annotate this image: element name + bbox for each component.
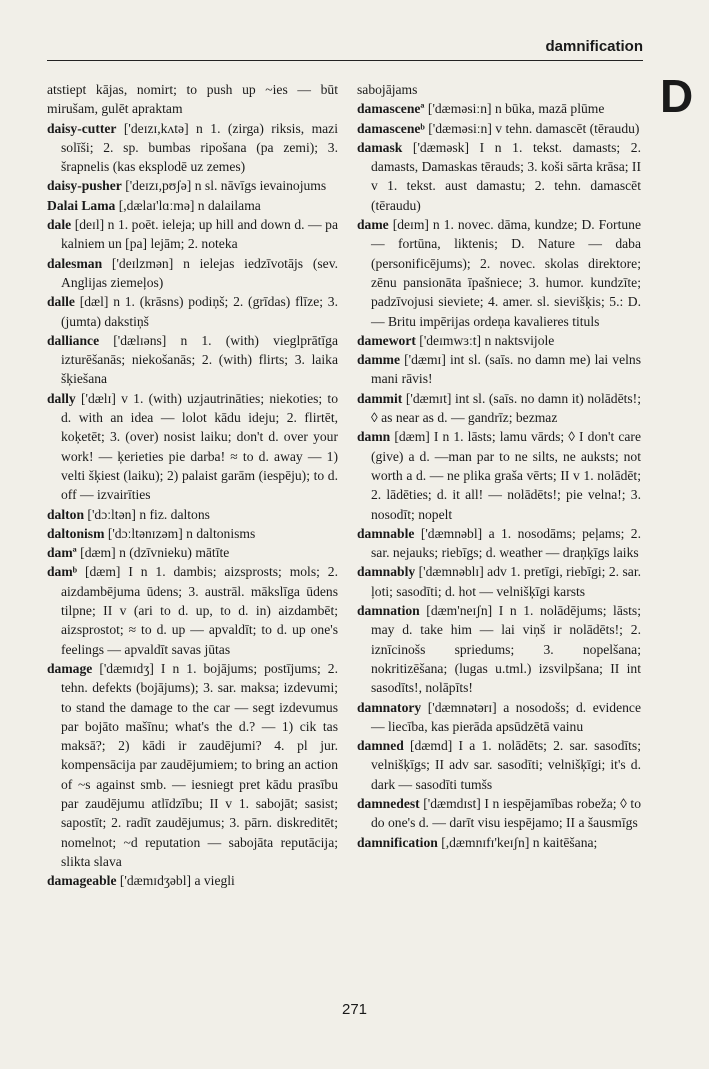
entry-pronunciation: ['dæmdɪst] bbox=[419, 795, 485, 811]
entry-headword: damnification bbox=[357, 834, 438, 850]
entry-headword: dally bbox=[47, 390, 76, 406]
entry-pronunciation: ['dæmɪt] bbox=[402, 390, 455, 406]
dictionary-entry bbox=[47, 871, 338, 890]
entry-headword: daisy-pusher bbox=[47, 178, 122, 194]
entry-definition: a viegli bbox=[194, 873, 235, 889]
entry-headword: damme bbox=[357, 352, 401, 368]
entry-definition: n 1. (with) vieglprātīga izturēšanās; niekošanās; 2. (with) flirts; 3. laika šķiešana bbox=[61, 332, 338, 387]
entry-headword: damnable bbox=[357, 525, 415, 541]
entry-definition: v 1. (with) uzjautrināties; niekoties; to d. with an idea — lolot kādu ideju; 2. flirtēt, koķetēt; 3. (over) nosist laiku; don't d. over your work! — ķerieties pie darba! ≈ to d. away — 1) velti šķiest (laiku); 2) palaist garām (iespēju); to d. off — izvairīties bbox=[61, 390, 339, 503]
dictionary-entry bbox=[357, 794, 641, 833]
entry-headword: damnedest bbox=[357, 795, 420, 811]
entry-definition: I n 1. tekst. damasts; 2. damasts, Damaskas tērauds; 3. koši sārta krāsa; II v 1. tekst. aust damastu; 2. tehn. damascēt (tēraudu) bbox=[371, 139, 641, 213]
dictionary-entry bbox=[357, 119, 641, 138]
header-rule bbox=[47, 60, 643, 61]
dictionary-entry bbox=[47, 389, 338, 505]
entry-definition: a nosodošs; d. evidence — liecība, kas pierāda apsūdzētā vainu bbox=[371, 699, 641, 734]
dictionary-entry bbox=[357, 99, 641, 118]
entry-definition: n naktsvijole bbox=[484, 332, 555, 348]
dictionary-entry bbox=[47, 80, 338, 119]
entry-definition: n ielejas iedzīvotājs (sev. Anglijas ziemeļos) bbox=[61, 255, 339, 290]
entry-pronunciation: ['deɪlzmən] bbox=[102, 255, 184, 271]
dictionary-entry bbox=[47, 196, 338, 215]
entry-pronunciation: [deɪl] bbox=[71, 217, 108, 233]
entry-definition: n 1. novec. dāma, kundze; D. Fortune — fortūna, liktenis; D. Nature — daba (personificējums); 2. novec. skolas direktore; zēnu pansionāta īpašniece; 3. humor. kundzīte; padzīvojusi sieviete; 4. amer. sl. sievišķis; 5.: D. — Britu impērijas ordeņa kavalieres tituls bbox=[371, 217, 641, 329]
left-column bbox=[47, 80, 338, 890]
entry-pronunciation: [dæm] bbox=[390, 429, 434, 445]
dictionary-entry bbox=[357, 138, 641, 215]
entry-headword: dalton bbox=[47, 506, 85, 522]
entry-definition: n 1. (krāsns) podiņš; 2. (grīdas) flīze; 3. (jumta) dakstiņš bbox=[61, 294, 338, 329]
entry-definition: I n 1. bojājums; postījums; 2. tehn. defekts (bojājums); 3. sar. maksa; izdevumi; to stand the damage to the car — segt izdevumus par bojāto mašīnu; what's the d.? — 1) cik tas maksā?; 2) kādi ir zaudējumi? 4. pl jur. kompensācija par zaudējumiem; to bring an action of ~s against smb. — iesniegt pret kādu prasību par zaudējumu atlīdzību; II v 1. sabojāt; sasist; sapostīt; 2. radīt zaudējumus; 3. pārn. diskreditēt; nomelnot; ~d reputation — sabojāta reputācija; slikta slava bbox=[61, 660, 338, 869]
entry-headword: daltonism bbox=[47, 525, 105, 541]
entry-definition: int sl. (saīs. no damn it) nolādēts!; ◊ as near as d. — gandrīz; bezmaz bbox=[371, 390, 641, 426]
entry-headword: damª bbox=[47, 545, 77, 561]
entry-pronunciation: ['deɪmwɜːt] bbox=[415, 332, 485, 348]
entry-definition: a 1. nosodāms; peļams; 2. sar. nejauks; riebīgs; d. weather — draņķīgs laiks bbox=[371, 525, 641, 561]
entry-pronunciation: [dæl] bbox=[74, 294, 114, 310]
entry-pronunciation: ['dæməsiːn] bbox=[424, 101, 495, 117]
entry-pronunciation: [,dælaɪ'lɑːmə] bbox=[115, 197, 198, 213]
dictionary-entry bbox=[357, 601, 641, 697]
entry-pronunciation: ['deɪzɪ,pʊʃə] bbox=[121, 178, 195, 194]
entry-headword: damask bbox=[357, 139, 403, 155]
dictionary-entry bbox=[47, 176, 338, 195]
dictionary-entry bbox=[357, 524, 641, 563]
entry-headword: damnation bbox=[357, 603, 420, 619]
dictionary-entry bbox=[357, 80, 641, 99]
dictionary-entry bbox=[357, 736, 641, 794]
entry-definition: n fiz. daltons bbox=[139, 506, 210, 522]
dictionary-entry bbox=[357, 698, 641, 737]
dictionary-entry bbox=[47, 505, 338, 524]
entry-headword: damage bbox=[47, 660, 93, 676]
entry-pronunciation: ['dæmnəblɪ] bbox=[415, 564, 488, 580]
dictionary-entry bbox=[47, 524, 338, 543]
entry-definition: n sl. nāvīgs ievainojums bbox=[194, 178, 327, 194]
entry-pronunciation: [dæm] bbox=[76, 545, 120, 561]
letter-tab: D bbox=[660, 70, 694, 122]
entry-pronunciation: ['dæmɪ] bbox=[400, 352, 450, 368]
entry-pronunciation: [dæmd] bbox=[403, 738, 459, 754]
entry-pronunciation: ['dælɪəns] bbox=[99, 332, 181, 348]
dictionary-entry bbox=[47, 119, 338, 177]
entry-pronunciation: ['dæməsk] bbox=[402, 139, 480, 155]
entry-definition: v tehn. damascēt (tēraudu) bbox=[495, 120, 640, 136]
entry-headword: daisy-cutter bbox=[47, 120, 117, 136]
page-number: 271 bbox=[341, 1001, 368, 1018]
entry-pronunciation: [,dæmnɪfɪ'keɪʃn] bbox=[437, 834, 533, 850]
entry-headword: dame bbox=[357, 217, 389, 233]
dictionary-entry bbox=[357, 562, 641, 601]
entry-headword: dalliance bbox=[47, 332, 100, 348]
right-column bbox=[357, 80, 641, 852]
entry-definition: sabojājams bbox=[357, 82, 418, 97]
entry-definition: n 1. poēt. ieleja; up hill and down d. — pa kalniem un [pa] lejām; 2. noteka bbox=[61, 217, 338, 252]
dictionary-entry bbox=[357, 350, 641, 389]
entry-headword: dalesman bbox=[47, 255, 103, 271]
running-head: damnification bbox=[545, 38, 643, 55]
entry-headword: damasceneª bbox=[357, 101, 425, 117]
entry-headword: dammit bbox=[357, 390, 403, 406]
entry-headword: damageable bbox=[47, 873, 117, 889]
entry-headword: damnatory bbox=[357, 699, 422, 715]
entry-definition: n dalailama bbox=[197, 197, 261, 213]
dictionary-entry bbox=[357, 833, 641, 852]
entry-headword: damasceneᵇ bbox=[357, 120, 425, 136]
entry-headword: damnably bbox=[357, 564, 416, 580]
entry-pronunciation: ['dæmnətərɪ] bbox=[421, 699, 504, 715]
entry-definition: adv 1. pretīgi, riebīgi; 2. sar. ļoti; sasodīti; d. hot — velnišķīgi karsts bbox=[371, 564, 642, 599]
entry-pronunciation: [deɪm] bbox=[388, 217, 433, 233]
entry-definition: n kaitēšana; bbox=[532, 834, 598, 850]
entry-pronunciation: ['dɔːltən] bbox=[84, 506, 140, 522]
dictionary-entry bbox=[357, 331, 641, 350]
entry-headword: dale bbox=[47, 217, 72, 233]
dictionary-entry bbox=[357, 215, 641, 331]
entry-definition: int sl. (saīs. no damn me) lai velns mani rāvis! bbox=[371, 352, 641, 387]
dictionary-entry bbox=[47, 659, 338, 871]
entry-pronunciation: ['dɔːltənɪzəm] bbox=[104, 525, 187, 541]
dictionary-entry bbox=[47, 254, 338, 293]
dictionary-entry bbox=[357, 427, 641, 523]
entry-definition: atstiept kājas, nomirt; to push up ~ies — būt mirušam, gulēt apraktam bbox=[47, 82, 338, 117]
entry-headword: damewort bbox=[357, 332, 416, 348]
dictionary-entry bbox=[357, 389, 641, 428]
dictionary-entry bbox=[47, 562, 338, 658]
entry-headword: damn bbox=[357, 429, 391, 445]
entry-pronunciation: ['deɪzɪ,kʌtə] bbox=[116, 120, 197, 136]
entry-definition: n būka, mazā plūme bbox=[494, 101, 605, 117]
dictionary-entry bbox=[47, 331, 338, 389]
entry-definition: n daltonisms bbox=[186, 525, 256, 541]
entry-pronunciation: ['dæmnəbl] bbox=[414, 525, 489, 541]
entry-definition: I n 1. nolādējums; lāsts; may d. take him — lai viņš ir nolādēts!; 2. iznīcinošs spriedums; 3. nopelšana; nokritizēšana; (lugas u.tml.) izsvilpšana; II int sasodīts!, nolāpīts! bbox=[371, 603, 641, 696]
entry-definition: I n 1. dambis; aizsprosts; mols; 2. aizdambējuma ūdens; 3. austrāl. mākslīga ūdens tilpne; II v (ari to d. up, to d. in) aizdambēt; aizsprostot; ≈ to d. up — apvaldīt; to d. up one's feelings — apvaldīt savas jūtas bbox=[61, 564, 338, 657]
entry-definition: n 1. (zirga) riksis, mazi solīši; 2. sp. bumbas ripošana (pa zemi); 3. šrapnelis (kas eksplodē uz zemes) bbox=[61, 120, 338, 175]
entry-pronunciation: ['dæməsiːn] bbox=[424, 120, 496, 136]
entry-definition: I a 1. nolādēts; 2. sar. sasodīts; velnišķīgs; II adv sar. sasodīti; velnišķīgi; it's d. dark — sasodīti tumšs bbox=[371, 738, 641, 792]
entry-pronunciation: [dæm] bbox=[77, 564, 129, 580]
entry-definition: n (dzīvnieku) mātīte bbox=[119, 545, 230, 561]
entry-headword: Dalai Lama bbox=[47, 197, 116, 213]
entry-pronunciation: [dæm'neɪʃn] bbox=[419, 603, 499, 619]
entry-headword: damned bbox=[357, 738, 404, 754]
entry-pronunciation: ['dæmɪdʒəbl] bbox=[116, 873, 195, 889]
dictionary-entry bbox=[47, 543, 338, 562]
dictionary-entry bbox=[47, 215, 338, 254]
entry-pronunciation: ['dæmɪdʒ] bbox=[92, 660, 161, 676]
dictionary-entry bbox=[47, 292, 338, 331]
entry-pronunciation: ['dælɪ] bbox=[75, 390, 122, 406]
entry-headword: damᵇ bbox=[47, 564, 78, 580]
entry-definition: I n iespējamības robeža; ◊ to do one's d. — darīt visu iespējamo; II a šausmīgs bbox=[371, 795, 641, 831]
entry-definition: I n 1. lāsts; lamu vārds; ◊ I don't care (give) a d. —man par to ne silts, ne auksts; not worth a d. — ne plika graša vērts; II v 1. nolādēt; 2. lādēties; d. it all! — nolādēts!; pie velna!; 3. nosodīt; nopelt bbox=[371, 429, 641, 522]
entry-headword: dalle bbox=[47, 294, 75, 310]
